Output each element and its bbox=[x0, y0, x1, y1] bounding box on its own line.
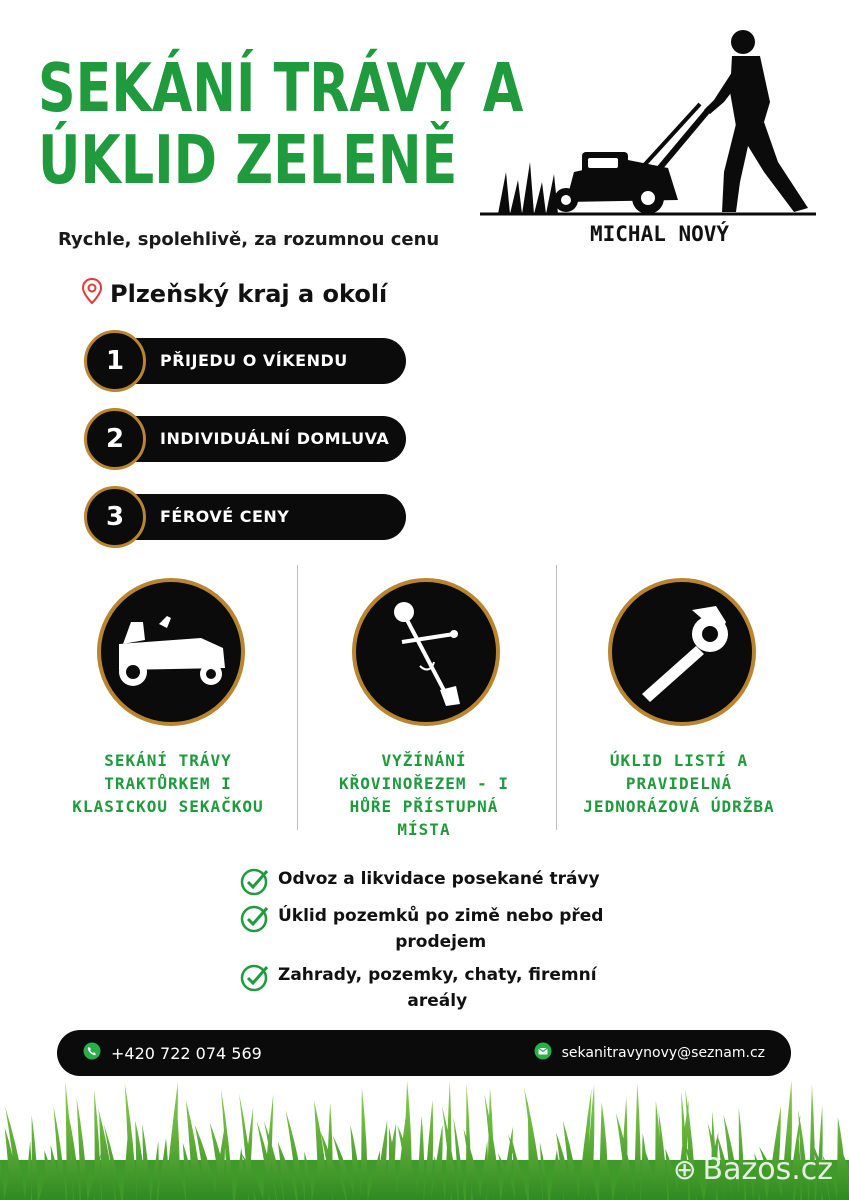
feature-item bbox=[240, 866, 600, 901]
check-circle-icon bbox=[240, 866, 270, 901]
service-label-line: HŮŘE PŘÍSTUPNÁ bbox=[349, 797, 499, 816]
feature-text: Odvoz a likvidace posekané trávy bbox=[278, 869, 600, 889]
lawn-mower-man-illustration bbox=[478, 22, 818, 222]
phone-number: +420 722 074 569 bbox=[111, 1043, 262, 1063]
service-label-line: PRAVIDELNÁ bbox=[625, 774, 733, 793]
step-label: FÉROVÉ CENY bbox=[160, 507, 290, 526]
map-pin-icon bbox=[82, 278, 102, 310]
divider bbox=[556, 565, 557, 830]
watermark bbox=[673, 1152, 833, 1187]
step-1 bbox=[84, 330, 406, 392]
step-label: INDIVIDUÁLNÍ DOMLUVA bbox=[160, 429, 390, 448]
subtitle: Rychle, spolehlivě, za rozumnou cenu bbox=[58, 229, 440, 250]
service-label-line: ÚKLID LISTÍ A bbox=[609, 751, 749, 770]
service-label-line: VYŽÍNÁNÍ bbox=[381, 751, 467, 770]
watermark-text: Bazos.cz bbox=[702, 1152, 833, 1187]
email-address: sekanitravynovy@seznam.cz bbox=[561, 1045, 765, 1061]
service-3-label bbox=[564, 749, 794, 818]
feature-text: Úklid pozemků po zimě nebo před bbox=[278, 906, 604, 926]
feature-text: areály bbox=[407, 991, 468, 1011]
service-label-line: KŘOVINOŘEZEM - I bbox=[338, 774, 510, 793]
bazos-logo-icon: ⊕ bbox=[673, 1153, 697, 1186]
location bbox=[82, 278, 387, 310]
step-label: PŘIJEDU O VÍKENDU bbox=[160, 351, 348, 370]
service-label-line: KLASICKOU SEKAČKOU bbox=[72, 797, 264, 816]
feature-item bbox=[240, 903, 603, 955]
service-label-line: TRAKTŮRKEM I bbox=[104, 774, 232, 793]
step-number: 2 bbox=[84, 408, 146, 470]
envelope-icon bbox=[534, 1042, 552, 1064]
service-1-label bbox=[53, 749, 283, 818]
location-text: Plzeňský kraj a okolí bbox=[110, 280, 388, 308]
divider bbox=[297, 565, 298, 830]
service-2-label bbox=[309, 749, 539, 841]
service-3-badge bbox=[608, 578, 756, 726]
feature-item bbox=[240, 962, 597, 1014]
step-number: 1 bbox=[84, 330, 146, 392]
step-3 bbox=[84, 486, 406, 548]
brand-name: MICHAL NOVÝ bbox=[590, 222, 730, 246]
service-label-line: JEDNORÁZOVÁ ÚDRŽBA bbox=[583, 797, 775, 816]
step-2 bbox=[84, 408, 406, 470]
leaf-blower-icon bbox=[612, 582, 752, 722]
page-title bbox=[38, 49, 524, 199]
tractor-mower-icon bbox=[101, 582, 241, 722]
step-number: 3 bbox=[84, 486, 146, 548]
phone-icon bbox=[83, 1042, 101, 1064]
check-circle-icon bbox=[240, 962, 270, 997]
brush-cutter-icon bbox=[356, 582, 496, 722]
service-label-line: MÍSTA bbox=[397, 820, 451, 839]
title-line-2: ÚKLID ZELENĚ bbox=[38, 121, 458, 199]
service-label-line: SEKÁNÍ TRÁVY bbox=[104, 751, 232, 770]
title-line-1: SEKÁNÍ TRÁVY A bbox=[38, 49, 524, 127]
feature-text: Zahrady, pozemky, chaty, firemní bbox=[278, 965, 597, 985]
service-1-badge bbox=[97, 578, 245, 726]
check-circle-icon bbox=[240, 903, 270, 938]
feature-text: prodejem bbox=[395, 932, 487, 952]
service-2-badge bbox=[352, 578, 500, 726]
